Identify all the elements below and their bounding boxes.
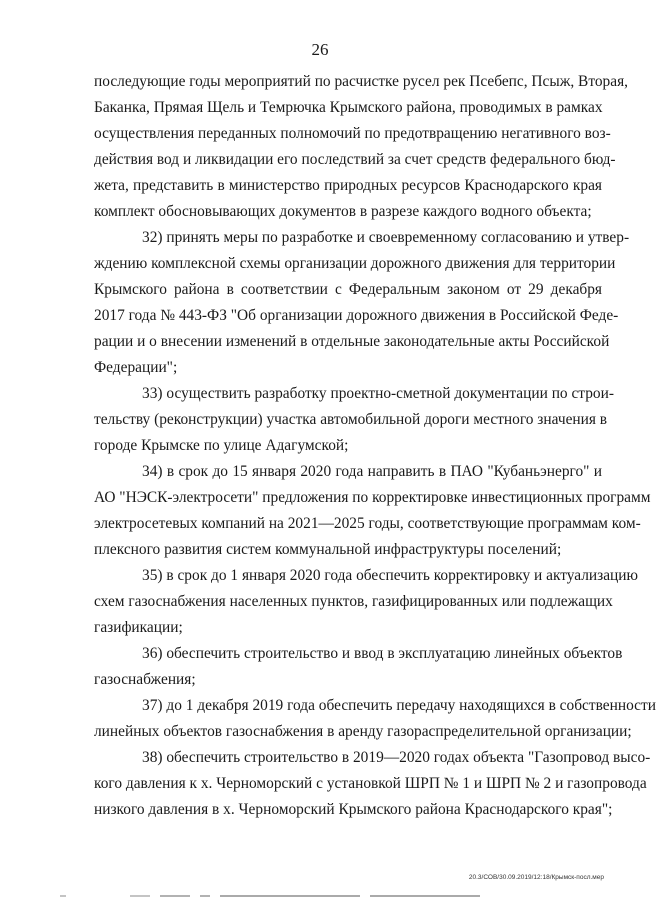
paragraph-line: 33) осуществить разработку проектно-сметной документации по строи- <box>142 385 614 402</box>
page-number: 26 <box>311 40 329 59</box>
paragraph-line: схем газоснабжения населенных пунктов, газифицированных или подлежащих <box>94 593 613 610</box>
paragraph-line: линейных объектов газоснабжения в аренду газораспределительной организации; <box>94 723 632 740</box>
paragraph <box>94 225 630 381</box>
paragraph-line: низкого давления в х. Черноморский Крымского района Краснодарского края"; <box>94 801 613 818</box>
paragraph-line: 35) в срок до 1 января 2020 года обеспечить корректировку и актуализацию <box>142 567 638 584</box>
paragraph-line: Федерации"; <box>94 359 178 376</box>
paragraph-line: ждению комплексной схемы организации дорожного движения для территории <box>94 255 616 272</box>
paragraph <box>94 381 614 459</box>
footer-document-code: 20.3/СОВ/30.09.2019/12:18/Крымск-посл.мер <box>468 874 604 881</box>
paragraph <box>94 641 623 693</box>
paragraph-line: кого давления к х. Черноморский с установкой ШРП № 1 и ШРП № 2 и газопровода <box>94 775 647 792</box>
paragraph-line: 34) в срок до 15 января 2020 года направить в ПАО "Кубаньэнерго" и <box>142 463 602 480</box>
paragraph-line: 37) до 1 декабря 2019 года обеспечить передачу находящихся в собственности <box>142 697 656 714</box>
paragraph-line: АО "НЭСК-электросети" предложения по корректировке инвестиционных программ <box>94 489 651 506</box>
paragraph-line: тельству (реконструкции) участка автомобильной дороги местного значения в <box>94 411 608 428</box>
paragraph-line: комплект обосновывающих документов в разрезе каждого водного объекта; <box>94 203 592 220</box>
paragraph-line: Баканка, Прямая Щель и Темрючка Крымского района, проводимых в рамках <box>94 99 603 116</box>
paragraph <box>94 459 651 563</box>
paragraph <box>94 745 651 823</box>
paragraph-line: 2017 года № 443-ФЗ "Об организации дорожного движения в Российской Феде- <box>94 307 619 324</box>
paragraph-line: жета, представить в министерство природных ресурсов Краснодарского края <box>94 177 602 194</box>
paragraph-line: последующие годы мероприятий по расчистке русел рек Псебепс, Псыж, Вторая, <box>94 73 628 90</box>
paragraph-line: плексного развития систем коммунальной инфраструктуры поселений; <box>94 541 562 558</box>
paragraph-line: 36) обеспечить строительство и ввод в эксплуатацию линейных объектов <box>142 645 623 662</box>
paragraph-line: Крымского района в соответствии с Федеральным законом от 29 декабря <box>94 281 602 298</box>
paragraph-line: 32) принять меры по разработке и своевременному согласованию и утвер- <box>142 229 630 246</box>
paragraph-line: газификации; <box>94 619 183 636</box>
document-body <box>94 69 656 823</box>
paragraph <box>94 693 656 745</box>
paragraph-line: городе Крымске по улице Адагумской; <box>94 437 349 454</box>
paragraph-line: осуществления переданных полномочий по предотвращению негативного воз- <box>94 125 611 142</box>
paragraph <box>94 563 638 641</box>
paragraph-line: газоснабжения; <box>94 671 196 688</box>
paragraph-line: электросетевых компаний на 2021—2025 годы, соответствующие программам ком- <box>94 515 641 532</box>
scan-artifact-marks <box>60 893 480 899</box>
paragraph <box>94 69 628 225</box>
paragraph-line: действия вод и ликвидации его последствий за счет средств федерального бюд- <box>94 151 616 168</box>
paragraph-line: 38) обеспечить строительство в 2019—2020 годах объекта "Газопровод высо- <box>142 749 651 766</box>
paragraph-line: рации и о внесении изменений в отдельные законодательные акты Российской <box>94 333 610 350</box>
